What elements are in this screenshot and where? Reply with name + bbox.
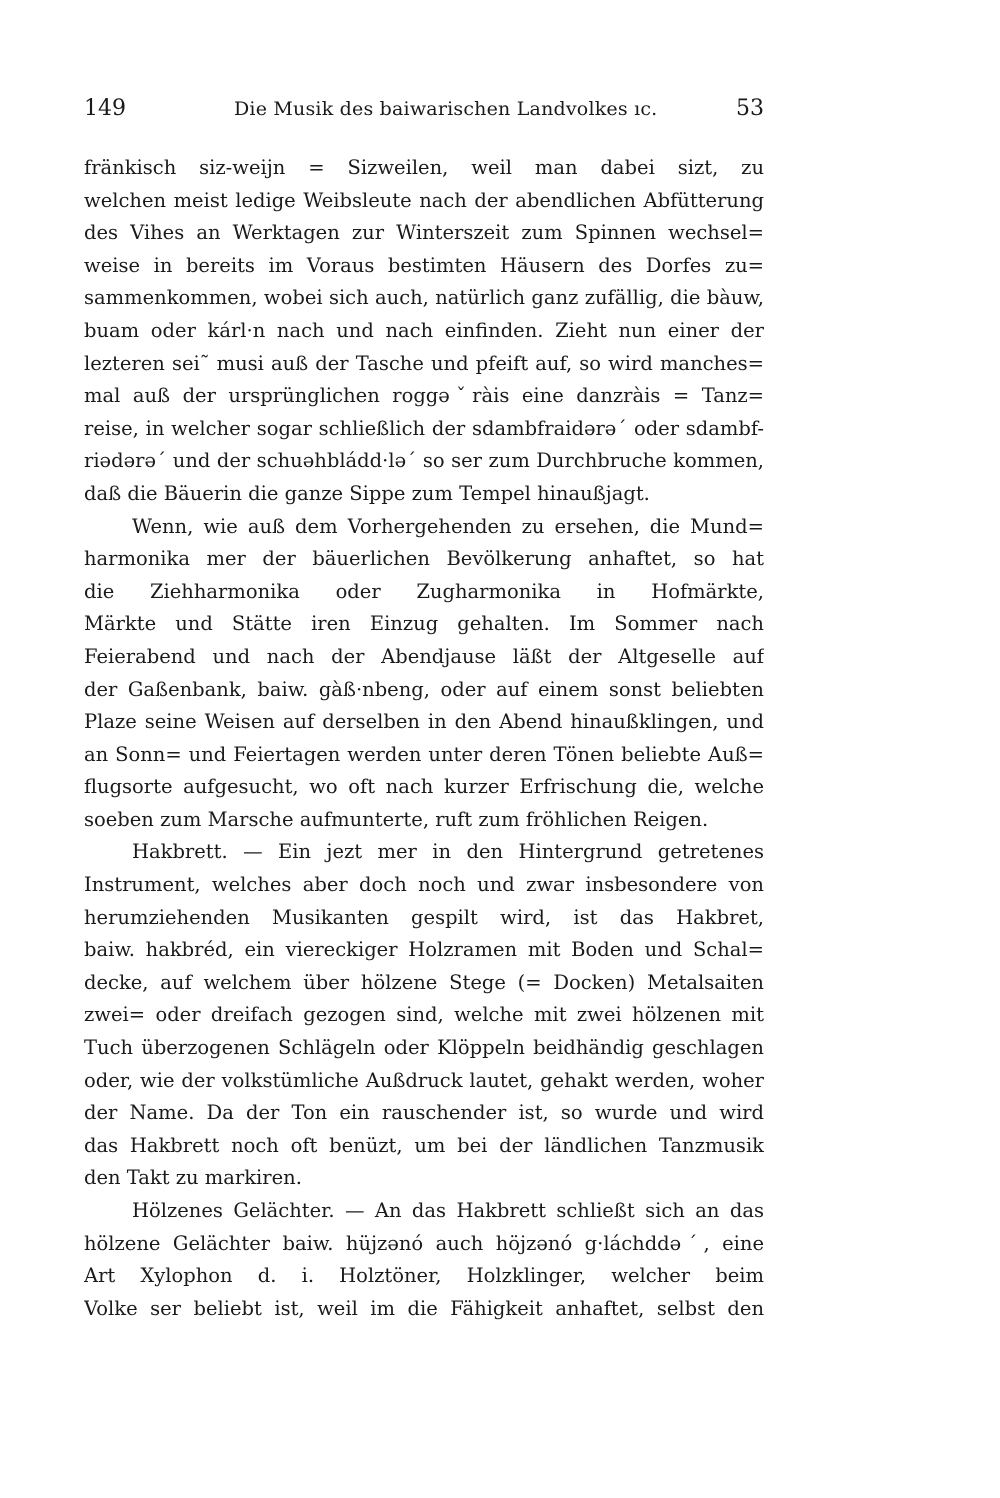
text-line: flugsorte aufgesucht, wo oft nach kurzer Erfrischung die, welche <box>84 775 764 799</box>
section-gelaechter-line: Hölzenes Gelächter. — An das Hakbrett schließt sich an das <box>132 1199 764 1222</box>
text-line: harmonika mer der bäuerlichen Bevölkerung anhaftet, so hat <box>84 547 764 571</box>
text-line: welchen meist ledige Weibsleute nach der abendlichen Abfütterung <box>84 188 764 212</box>
text-line: die Ziehharmonika oder Zugharmonika in Hofmärkte, <box>84 579 764 603</box>
text-line: fränkisch siz-weijn = Sizweilen, weil man dabei sizt, zu <box>84 156 764 179</box>
text-line: an Sonn= und Feiertagen werden unter deren Tönen beliebte Auß= <box>84 742 764 766</box>
text-line: das Hakbrett noch oft benüzt, um bei der ländlichen Tanzmusik <box>84 1133 764 1157</box>
text-line: weise in bereits im Voraus bestimten Häusern des Dorfes zu= <box>84 253 764 277</box>
text-line: buam oder kárl·n nach und nach einfinden. Zieht nun einer der <box>84 318 764 342</box>
text-line: reise, in welcher sogar schließlich der sdambfraidərəˊ oder sdambf- <box>84 416 764 440</box>
text-line: den Takt zu markiren. <box>84 1166 302 1190</box>
text-line: riədərəˊ und der schuəhbládd·ləˊ so ser zum Durchbruche kommen, <box>84 449 764 473</box>
text-line: decke, auf welchem über hölzene Stege (= Docken) Metalsaiten <box>84 970 764 994</box>
running-title: Die Musik des baiwarischen Landvolkes ıc. <box>234 98 658 120</box>
text-line: herumziehenden Musikanten gespilt wird, ist das Hakbret, <box>84 905 764 929</box>
text-line: der Gaßenbank, baiw. gàß·nbeng, oder auf einem sonst beliebten <box>84 677 764 701</box>
text-line: der Name. Da der Ton ein rauschender ist, so wurde und wird <box>84 1101 764 1125</box>
page-header <box>84 96 764 126</box>
text-line: Art Xylophon d. i. Holztöner, Holzklinger, welcher beim <box>84 1264 764 1288</box>
text-line: Instrument, welches aber doch noch und zwar insbesondere von <box>84 873 764 897</box>
paragraph-start-line: Wenn, wie auß dem Vorhergehenden zu ersehen, die Mund= <box>132 514 764 538</box>
section-hakbrett-line: Hakbrett. — Ein jezt mer in den Hintergrund getretenes <box>132 840 764 864</box>
text-line: soeben zum Marsche aufmunterte, ruft zum fröhlichen Reigen. <box>84 807 709 831</box>
text-line: hölzene Gelächter baiw. hüjzənó auch höjzənó g·láchddəˊ, eine <box>84 1231 764 1255</box>
text-line: daß die Bäuerin die ganze Sippe zum Tempel hinaußjagt. <box>84 481 650 505</box>
text-line: zwei= oder dreifach gezogen sind, welche mit zwei hölzenen mit <box>84 1003 764 1027</box>
text-line: Tuch überzogenen Schlägeln oder Klöppeln beidhändig geschlagen <box>84 1036 764 1060</box>
right-page-number: 53 <box>736 96 764 121</box>
text-line: des Vihes an Werktagen zur Winterszeit zum Spinnen wechsel= <box>84 221 764 245</box>
text-line: Märkte und Stätte iren Einzug gehalten. Im Sommer nach <box>84 612 764 636</box>
text-line: Feierabend und nach der Abendjause läßt der Altgeselle auf <box>84 644 764 668</box>
body-text <box>84 152 764 1325</box>
text-line: oder, wie der volkstümliche Außdruck lautet, gehakt werden, woher <box>84 1068 764 1092</box>
left-page-number: 149 <box>84 96 126 121</box>
text-line: Plaze seine Weisen auf derselben in den Abend hinaußklingen, und <box>84 710 764 734</box>
text-line: lezteren sei˜ musi auß der Tasche und pfeift auf, so wird manches= <box>84 351 764 375</box>
text-line: baiw. hakbréd, ein viereckiger Holzramen mit Boden und Schal= <box>84 938 764 962</box>
text-line: sammenkommen, wobei sich auch, natürlich ganz zufällig, die bàuw, <box>84 286 764 310</box>
text-line: mal auß der ursprünglichen roggəˇràis eine danzràis = Tanz= <box>84 384 764 408</box>
text-line: Volke ser beliebt ist, weil im die Fähigkeit anhaftet, selbst den <box>84 1296 764 1320</box>
